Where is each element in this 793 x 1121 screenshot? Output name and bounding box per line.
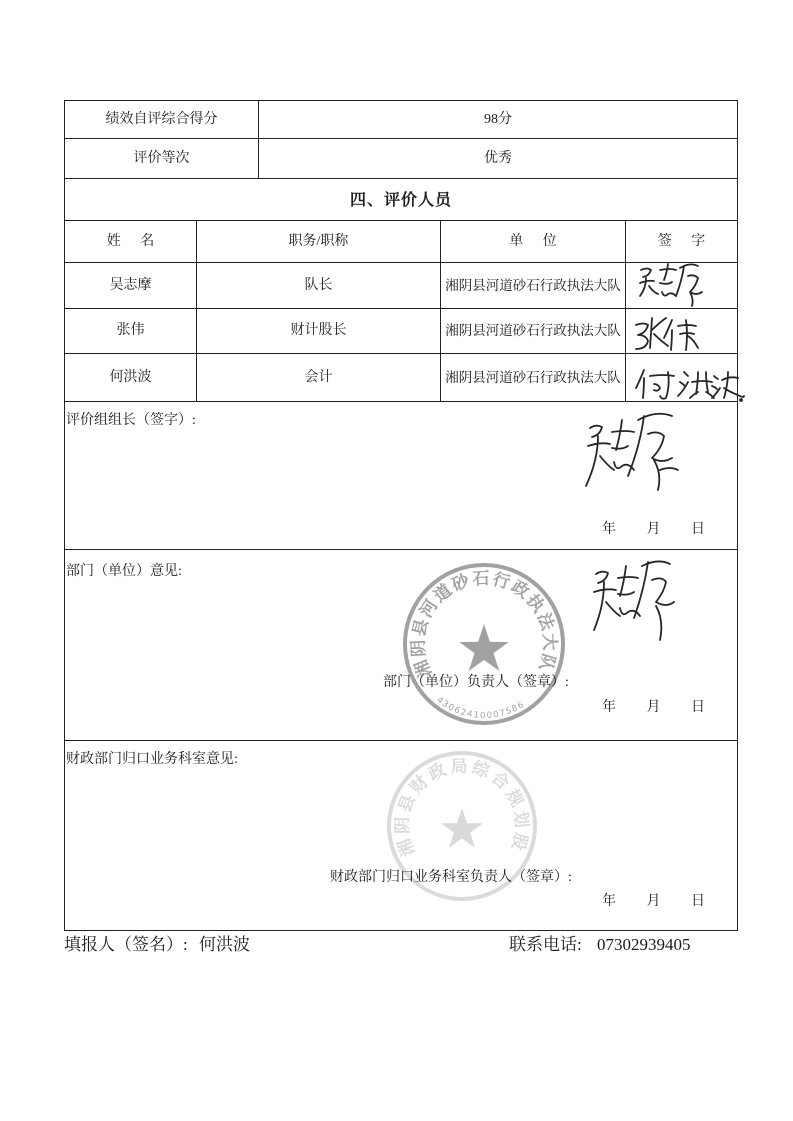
evaluator-name: 何洪波 xyxy=(109,369,152,385)
phone-number: 07302939405 xyxy=(597,935,691,954)
header-signature: 签 字 xyxy=(657,233,706,249)
table-rule xyxy=(64,740,738,741)
finance-signer-label: 财政部门归口业务科室负责人（签章）: xyxy=(330,870,572,885)
table-rule xyxy=(737,100,738,931)
group-leader-label: 评价组组长（签字）: xyxy=(66,413,196,428)
finance-date: 年 月 日 xyxy=(602,894,705,909)
evaluator-position: 队长 xyxy=(304,277,333,293)
evaluator-unit: 湘阴县河道砂石行政执法大队 xyxy=(445,277,621,293)
phone-label: 联系电话: xyxy=(509,935,582,954)
seal-text-path: 湘阴县财政局综合规划股 xyxy=(392,756,532,859)
finance-opinion-label: 财政部门归口业务科室意见: xyxy=(66,752,238,767)
department-opinion-label: 部门（单位）意见: xyxy=(66,564,182,579)
grade-label: 评价等次 xyxy=(133,150,190,166)
department-signer-label: 部门（单位）负责人（签章）: xyxy=(383,675,569,690)
section-title: 四、评价人员 xyxy=(349,189,452,209)
evaluator-unit: 湘阴县河道砂石行政执法大队 xyxy=(445,369,621,385)
group-leader-date: 年 月 日 xyxy=(602,522,705,537)
seal-code-path: 43062410007586 xyxy=(434,695,526,722)
header-position: 职务/职称 xyxy=(288,233,349,249)
filler-label: 填报人（签名）: xyxy=(64,935,188,954)
department-date: 年 月 日 xyxy=(602,700,705,715)
table-rule xyxy=(64,930,738,931)
score-value: 98分 xyxy=(484,111,512,127)
evaluator-unit: 湘阴县河道砂石行政执法大队 xyxy=(445,323,621,338)
evaluator-position: 财计股长 xyxy=(290,323,347,338)
seal-text-path: 湘阴县河道砂石行政执法大队 xyxy=(408,568,560,681)
header-name: 姓 名 xyxy=(106,233,155,249)
table-rule xyxy=(64,549,738,550)
evaluator-name: 吴志摩 xyxy=(109,277,152,293)
evaluator-name: 张伟 xyxy=(116,323,145,338)
evaluator-position: 会计 xyxy=(304,369,333,385)
header-unit: 单 位 xyxy=(509,233,557,249)
filler-name: 何洪波 xyxy=(199,935,250,954)
score-label: 绩效自评综合得分 xyxy=(105,111,218,127)
table-rule xyxy=(64,401,738,402)
grade-value: 优秀 xyxy=(484,150,512,166)
